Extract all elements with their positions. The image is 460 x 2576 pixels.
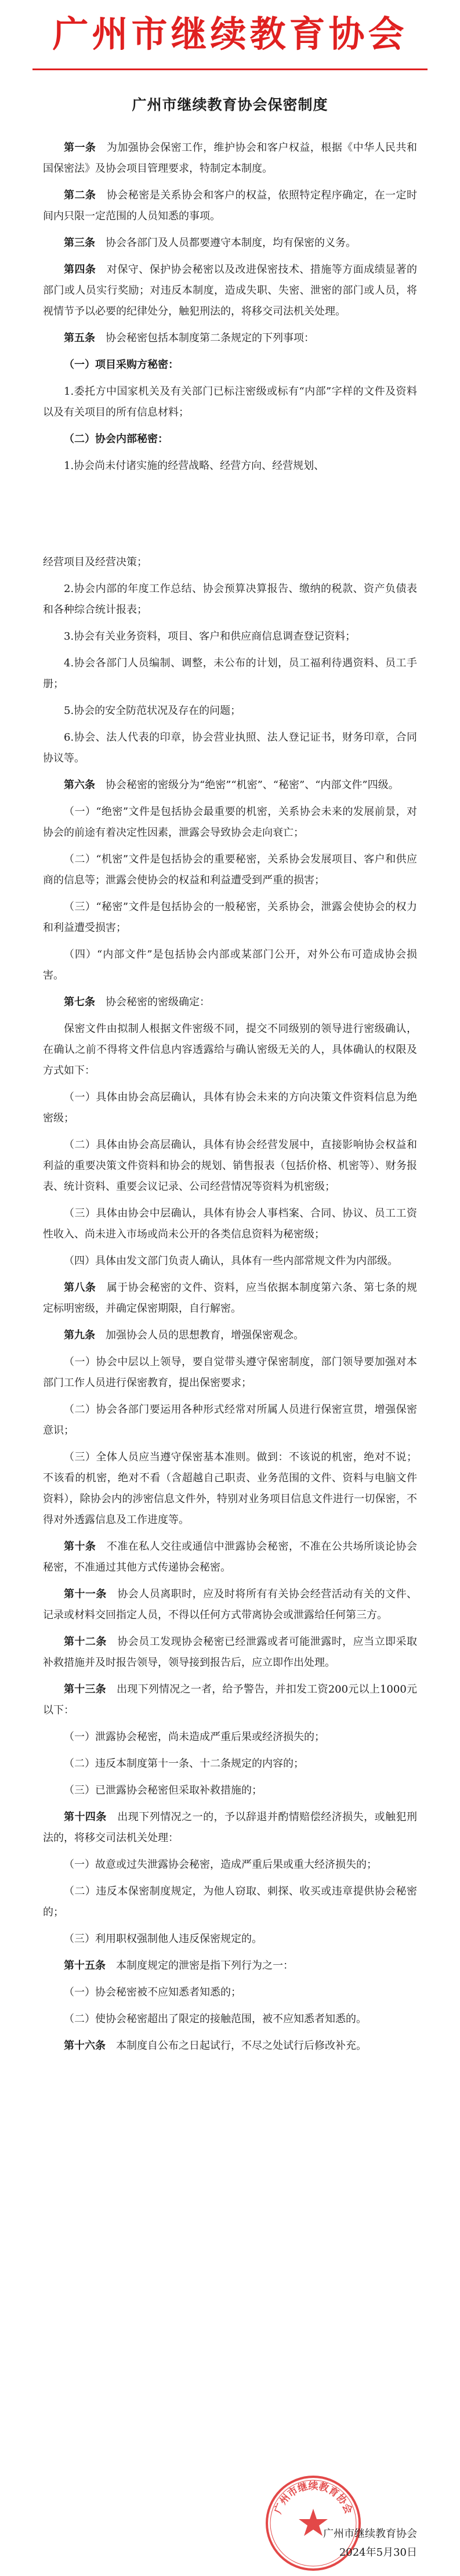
article-paragraph xyxy=(43,1584,417,1626)
paragraph-text: 6.协会、法人代表的印章，协会营业执照、法人登记证书，财务印章，合同协议等。 xyxy=(43,731,417,764)
clause-paragraph xyxy=(43,579,417,620)
paragraph-text: 4.协会各部门人员编制、调整，未公布的计划，员工福利待遇资料、员工手册； xyxy=(43,657,417,690)
paragraph-text: （三）已泄露协会秘密但采取补救措施的； xyxy=(64,1784,262,1796)
article-paragraph xyxy=(43,1278,417,1319)
paragraph-text: （一）泄露协会秘密，尚未造成严重后果或经济损失的； xyxy=(64,1731,325,1743)
clause-paragraph xyxy=(43,2009,417,2030)
clause-paragraph xyxy=(43,1929,417,1950)
paragraph-text: 属于协会秘密的文件、资料，应当依据本制度第六条、第七条的规定标明密级，并确定保密期限，自行解密。 xyxy=(43,1282,417,1315)
section-heading xyxy=(43,429,417,450)
article-paragraph xyxy=(43,138,417,179)
clause-paragraph xyxy=(43,1399,417,1441)
clause-paragraph xyxy=(43,1352,417,1394)
clause-paragraph xyxy=(43,552,417,573)
paragraph-text: （二）具体由协会高层确认，具体有协会经营发展中，直接影响协会权益和利益的重要决策文件资料和协会的规划、销售报表（包括价格、机密等）、财务报表、统计资料、重要会议记录、公司经营情况等资料为机密级； xyxy=(43,1139,417,1193)
document-title: 广州市继续教育协会保密制度 xyxy=(132,96,328,113)
paragraph-text: （二）“机密”文件是包括协会的重要秘密，关系协会发展项目、客户和供应商的信息等；泄露会使协会的权益和利益遭受到严重的损害； xyxy=(43,853,417,886)
paragraph-text: 不准在私人交往或通信中泄露协会秘密，不准在公共场所谈论协会秘密，不准通过其他方式传递协会秘密。 xyxy=(43,1540,417,1574)
article-number: 第四条 xyxy=(64,264,96,276)
paragraph-text: 协会员工发现协会秘密已经泄露或者可能泄露时，应当立即采取补救措施并及时报告领导，领导接到报告后，应立即作出处理。 xyxy=(43,1636,417,1669)
paragraph-text: 协会秘密包括本制度第二条规定的下列事项： xyxy=(106,332,314,344)
paragraph-text: （二）违反本保密制度规定，为他人窃取、刺探、收买或违章提供协会秘密的； xyxy=(43,1885,417,1918)
clause-paragraph xyxy=(43,1447,417,1531)
paragraph-text: 为加强协会保密工作，维护协会和客户权益，根据《中华人民共和国保密法》及协会项目管理要求，特制定本制度。 xyxy=(43,142,417,175)
seal-text: 广州市继续教育协会 xyxy=(272,2480,354,2516)
article-number: 第八条 xyxy=(64,1282,96,1294)
paragraph-text: （三）利用职权强制他人违反保密规定的。 xyxy=(64,1933,262,1945)
paragraph-text: （二）协会各部门要运用各种形式经常对所属人员进行保密宣贯，增强保密意识； xyxy=(43,1404,417,1437)
paragraph-text: 1.协会尚未付诸实施的经营战略、经营方向、经营规划、 xyxy=(64,460,325,472)
clause-paragraph xyxy=(43,1855,417,1875)
paragraph-text: 协会秘密的密级分为“绝密”“机密”、“秘密”、“内部文件”四级。 xyxy=(106,779,399,791)
article-paragraph xyxy=(43,259,417,322)
paragraph-text: （三）全体人员应当遵守保密基本准则。做到：不该说的机密，绝对不说；不该看的机密，绝对不看（含超越自己职责、业务范围的文件、资料与电脑文件资料），除协会内的涉密信息文件外，特别对业务项目信息文件进行一切保密，不得对外透露信息及工作进度等。 xyxy=(43,1451,417,1526)
article-number: 第十五条 xyxy=(64,1960,106,1972)
clause-paragraph xyxy=(43,1203,417,1245)
letterhead-red-rule xyxy=(32,68,428,70)
paragraph-text: 1.委托方中国家机关及有关部门已标注密级或标有“内部”字样的文件及资料以及有关项目的所有信息材料； xyxy=(43,385,417,418)
article-number: 第九条 xyxy=(64,1329,95,1341)
document-section-2 xyxy=(43,552,417,2057)
article-paragraph xyxy=(43,1679,417,1721)
paragraph-text: 加强协会人员的思想教育，增强保密观念。 xyxy=(106,1329,304,1341)
article-paragraph xyxy=(43,233,417,254)
paragraph-text: （一）具体由协会高层确认，具体有协会未来的方向决策文件资料信息为绝密级； xyxy=(43,1091,417,1124)
paragraph-text: 3.协会有关业务资料，项目、客户和供应商信息调查登记资料； xyxy=(64,630,356,643)
paragraph-text: （一）协会中层以上领导，要自觉带头遵守保密制度，部门领导要加强对本部门工作人员进行保密教育，提出保密要求； xyxy=(43,1356,417,1389)
article-paragraph xyxy=(43,992,417,1013)
paragraph-text: 出现下列情况之一者，给予警告，并扣发工资200元以上1000元以下： xyxy=(43,1683,418,1716)
paragraph-text: 本制度自公布之日起试行，不尽之处试行后修改补充。 xyxy=(116,2040,367,2052)
article-number: 第十六条 xyxy=(64,2040,106,2052)
article-number: 第五条 xyxy=(64,332,95,344)
article-paragraph xyxy=(43,1536,417,1578)
section-heading-text: （一）项目采购方秘密： xyxy=(64,359,179,371)
article-paragraph xyxy=(43,1632,417,1673)
article-paragraph xyxy=(43,2036,417,2057)
clause-paragraph xyxy=(43,849,417,891)
paragraph-text: （三）具体由协会中层确认，具体有协会人事档案、合同、协议、员工工资性收入、尚未进入市场或尚未公开的各类信息资料为秘密级； xyxy=(43,1207,417,1240)
paragraph-text: （四）具体由发文部门负责人确认，具体有一些内部常规文件为内部级。 xyxy=(64,1255,398,1267)
paragraph-text: 协会秘密的密级确定： xyxy=(106,996,210,1008)
paragraph-text: （四）“内部文件”是包括协会内部或某部门公开，对外公布可造成协会损害。 xyxy=(43,948,417,982)
paragraph-text: （一）故意或过失泄露协会秘密，造成严重后果或重大经济损失的； xyxy=(64,1859,377,1871)
article-paragraph xyxy=(43,1807,417,1849)
clause-paragraph xyxy=(43,802,417,843)
paragraph-text: 协会人员离职时，应及时将所有有关协会经营活动有关的文件、记录或材料交回指定人员，不得以任何方式带离协会或泄露给任何第三方。 xyxy=(43,1588,417,1621)
signature-block xyxy=(323,2525,417,2562)
clause-paragraph xyxy=(43,653,417,695)
clause-paragraph xyxy=(43,944,417,986)
article-number: 第十三条 xyxy=(64,1683,106,1695)
page-break-gap xyxy=(43,482,417,552)
article-number: 第七条 xyxy=(64,996,95,1008)
section-heading xyxy=(43,355,417,376)
article-paragraph xyxy=(43,185,417,227)
clause-paragraph xyxy=(43,1881,417,1923)
paragraph-text: 保密文件由拟制人根据文件密级不同，提交不同级别的领导进行密级确认，在确认之前不得将文件信息内容透露给与确认密级无关的人，具体确认的权限及方式如下： xyxy=(43,1023,417,1077)
signature-org: 广州市继续教育协会 xyxy=(323,2528,417,2540)
article-paragraph xyxy=(43,775,417,796)
article-number: 第六条 xyxy=(64,779,95,791)
clause-paragraph xyxy=(43,1780,417,1801)
paragraph-text: 5.协会的安全防范状况及存在的问题； xyxy=(64,705,241,717)
paragraph-text: 对保守、保护协会秘密以及改进保密技术、措施等方面成绩显著的部门或人员实行奖励；对违反本制度，造成失职、失密、泄密的部门或人员，将视情节予以必要的纪律处分，触犯刑法的，将移交司法机关处理。 xyxy=(43,264,417,318)
article-number: 第十一条 xyxy=(64,1588,107,1600)
paragraph-text: （二）违反本制度第十一条、十二条规定的内容的； xyxy=(64,1758,304,1770)
article-number: 第一条 xyxy=(64,142,96,154)
clause-paragraph xyxy=(43,1251,417,1272)
article-number: 第十条 xyxy=(64,1540,96,1553)
clause-paragraph xyxy=(43,1754,417,1774)
article-paragraph xyxy=(43,1325,417,1346)
paragraph-text: 本制度规定的泄密是指下列行为之一： xyxy=(116,1960,294,1972)
paragraph-text: 2.协会内部的年度工作总结、协会预算决算报告、缴纳的税款、资产负债表和各种综合统计报表； xyxy=(43,583,417,616)
clause-paragraph xyxy=(43,456,417,477)
article-paragraph xyxy=(43,1956,417,1976)
clause-paragraph xyxy=(43,381,417,423)
document-body xyxy=(0,138,460,2057)
article-number: 第十二条 xyxy=(64,1636,107,1648)
paragraph-text: 经营项目及经营决策； xyxy=(43,556,147,568)
paragraph-text: 协会各部门及人员都要遵守本制度，均有保密的义务。 xyxy=(106,237,356,249)
paragraph-text: 出现下列情况之一的，予以辞退并酌情赔偿经济损失，或触犯刑法的，将移交司法机关处理： xyxy=(43,1811,417,1844)
paragraph-text: （一）协会秘密被不应知悉者知悉的； xyxy=(64,1986,241,1998)
paragraph-text: 协会秘密是关系协会和客户的权益，依照特定程序确定，在一定时间内只限一定范围的人员知悉的事项。 xyxy=(43,189,417,222)
clause-paragraph xyxy=(43,701,417,721)
article-number: 第三条 xyxy=(64,237,95,249)
clause-paragraph xyxy=(43,897,417,939)
clause-paragraph xyxy=(43,1019,417,1081)
paragraph-text: （二）使协会秘密超出了限定的接触范围，被不应知悉者知悉的。 xyxy=(64,2013,367,2025)
section-heading-text: （二）协会内部秘密： xyxy=(64,433,168,445)
article-number: 第二条 xyxy=(64,189,96,201)
clause-paragraph xyxy=(43,1727,417,1748)
document-section-1 xyxy=(43,138,417,477)
clause-paragraph xyxy=(43,626,417,647)
clause-paragraph xyxy=(43,1135,417,1197)
letterhead xyxy=(0,0,460,68)
article-number: 第十四条 xyxy=(64,1811,107,1823)
letterhead-title: 广州市继续教育协会 xyxy=(52,13,408,55)
clause-paragraph xyxy=(43,1087,417,1129)
clause-paragraph xyxy=(43,727,417,769)
clause-paragraph xyxy=(43,1982,417,2003)
paragraph-text: （三）“秘密”文件是包括协会的一般秘密，关系协会，泄露会使协会的权力和利益遭受损害； xyxy=(43,901,417,934)
article-paragraph xyxy=(43,328,417,349)
signature-date: 2024年5月30日 xyxy=(339,2546,417,2559)
paragraph-text: （一）“绝密”文件是包括协会最重要的机密，关系协会未来的发展前景，对协会的前途有着决定性因素，泄露会导致协会走向衰亡； xyxy=(43,806,417,839)
